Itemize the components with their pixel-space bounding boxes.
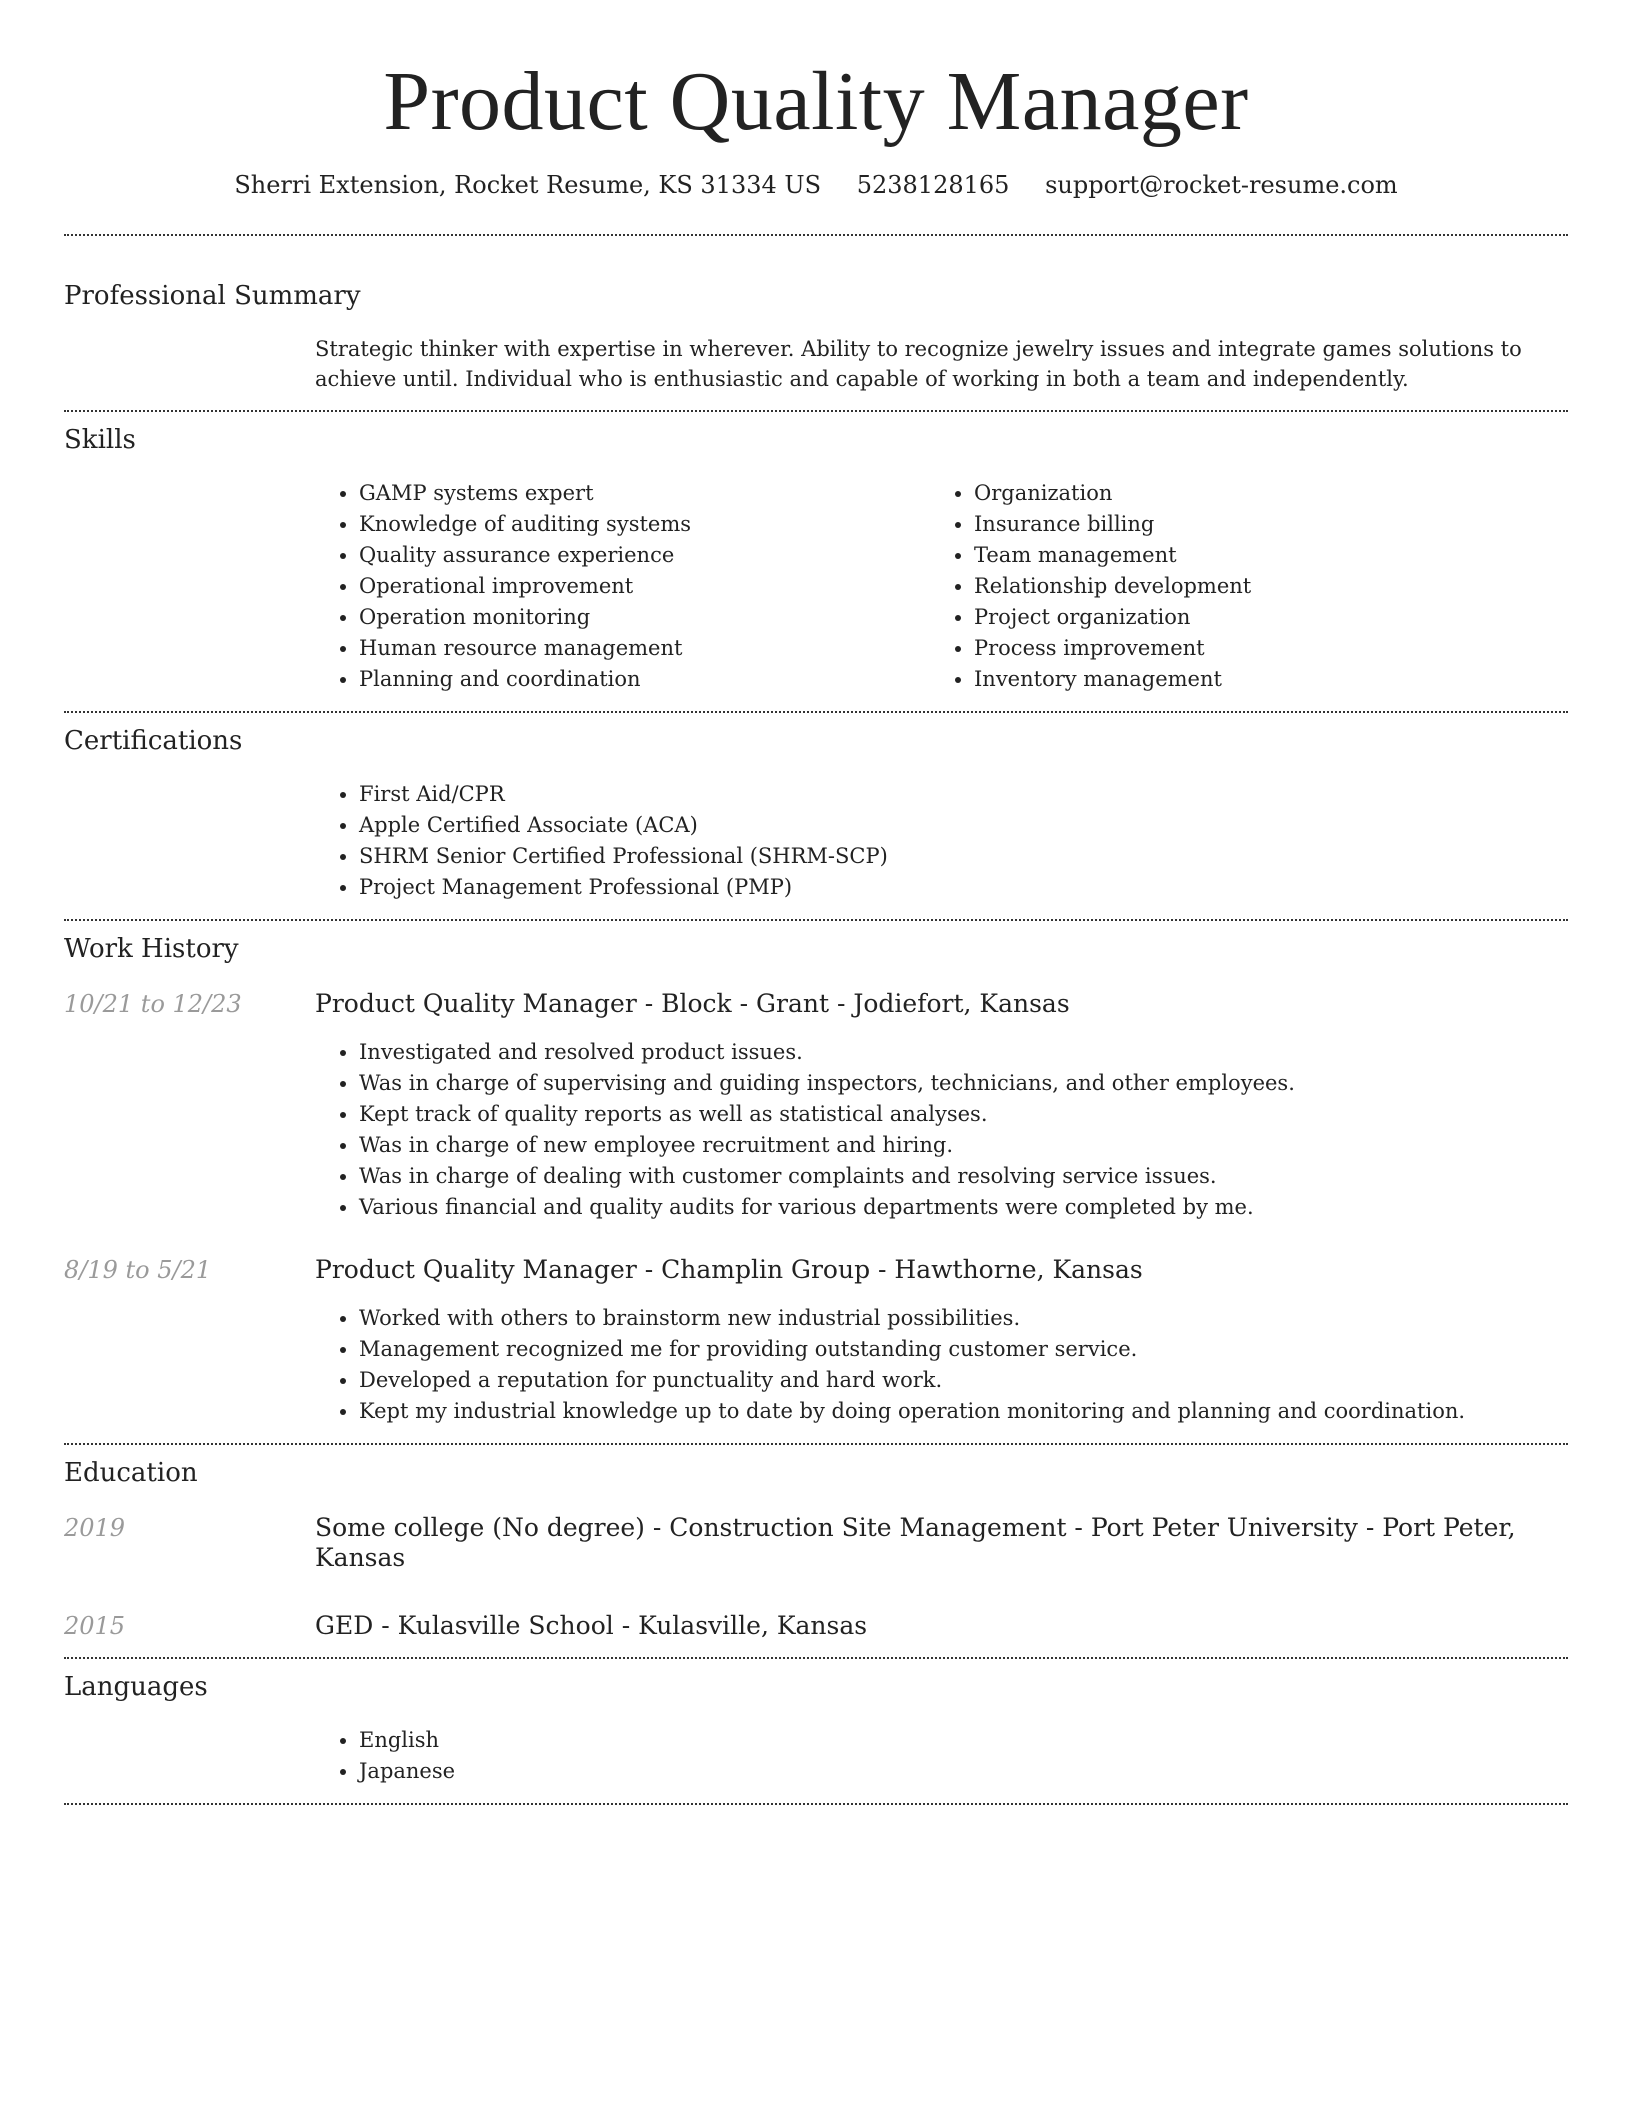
summary-title: Professional Summary [64,281,361,311]
work-history-section [64,921,1568,1443]
skill-item: • Organization [974,478,1545,509]
skill-item: • Planning and coordination [359,664,930,695]
contact-email: support@rocket-resume.com [1045,171,1398,199]
certifications-title: Certifications [64,726,243,756]
skill-item: • Project organization [974,602,1545,633]
contact-phone: 5238128165 [856,171,1010,199]
job-dates: 8/19 to 5/21 [64,1256,212,1284]
job-bullet: • Was in charge of supervising and guiding inspectors, technicians, and other employees. [359,1068,1568,1099]
skills-grid [315,478,1568,695]
skills-title: Skills [64,425,136,455]
languages-section [64,1659,1568,1803]
skill-item: • Knowledge of auditing systems [359,509,930,540]
skill-item: • GAMP systems expert [359,478,930,509]
skill-item: • Operation monitoring [359,602,930,633]
job-entry [64,989,1568,1223]
skill-item: • Relationship development [974,571,1545,602]
education-title: Education [64,1458,198,1488]
education-heading: GED - Kulasville School - Kulasville, Kansas [315,1611,868,1640]
certification-item: • Apple Certified Associate (ACA) [359,810,1568,841]
languages-divider [64,1803,1568,1805]
work-history-title: Work History [64,934,239,964]
job-entry [64,1255,1568,1427]
skill-item: • Process improvement [974,633,1545,664]
languages-list [315,1725,1568,1787]
skill-item: • Quality assurance experience [359,540,930,571]
job-bullet: • Management recognized me for providing outstanding customer service. [359,1334,1568,1365]
skill-item: • Human resource management [359,633,930,664]
job-bullet: • Worked with others to brainstorm new industrial possibilities. [359,1303,1568,1334]
job-bullet: • Various financial and quality audits for various departments were completed by me. [359,1192,1568,1223]
job-heading: Product Quality Manager - Champlin Group - Hawthorne, Kansas [315,1255,1143,1284]
certification-item: • SHRM Senior Certified Professional (SHRM-SCP) [359,841,1568,872]
education-year: 2015 [64,1612,126,1640]
certification-item: • First Aid/CPR [359,779,1568,810]
education-heading: Some college (No degree) - Construction Site Management - Port Peter University - Port Peter, Kansas [315,1513,1516,1572]
resume-page [64,0,1568,1805]
skills-column-left [315,478,930,695]
job-details [315,1255,1568,1427]
contact-address: Sherri Extension, Rocket Resume, KS 31334 US [234,171,822,199]
contact-line [64,170,1568,200]
skills-section [64,412,1568,711]
skill-item: • Inventory management [974,664,1545,695]
skills-column-right [930,478,1545,695]
skill-item: • Team management [974,540,1545,571]
job-bullet: • Kept my industrial knowledge up to date by doing operation monitoring and planning and coordination. [359,1396,1568,1427]
job-bullet: • Was in charge of dealing with customer complaints and resolving service issues. [359,1161,1568,1192]
job-dates: 10/21 to 12/23 [64,990,242,1018]
job-heading: Product Quality Manager - Block - Grant - Jodiefort, Kansas [315,989,1070,1018]
job-bullet: • Investigated and resolved product issues. [359,1037,1568,1068]
certification-item: • Project Management Professional (PMP) [359,872,1568,903]
certifications-list [315,779,1568,903]
language-item: • English [359,1725,1568,1756]
skill-item: • Operational improvement [359,571,930,602]
summary-text: Strategic thinker with expertise in wherever. Ability to recognize jewelry issues and integrate games solutions to achieve until. Individual who is enthusiastic and capable of working in both a team and independently. [315,337,1522,391]
language-item: • Japanese [359,1756,1568,1787]
skill-item: • Insurance billing [974,509,1545,540]
certifications-section [64,713,1568,919]
job-details [315,989,1568,1223]
job-bullet: • Kept track of quality reports as well as statistical analyses. [359,1099,1568,1130]
job-bullet: • Was in charge of new employee recruitment and hiring. [359,1130,1568,1161]
education-entry [64,1513,1568,1573]
education-entry [64,1611,1568,1641]
education-section [64,1445,1568,1657]
job-bullet: • Developed a reputation for punctuality and hard work. [359,1365,1568,1396]
resume-name: Product Quality Manager [383,55,1249,148]
summary-section [64,236,1568,410]
languages-title: Languages [64,1672,208,1702]
education-year: 2019 [64,1514,126,1542]
